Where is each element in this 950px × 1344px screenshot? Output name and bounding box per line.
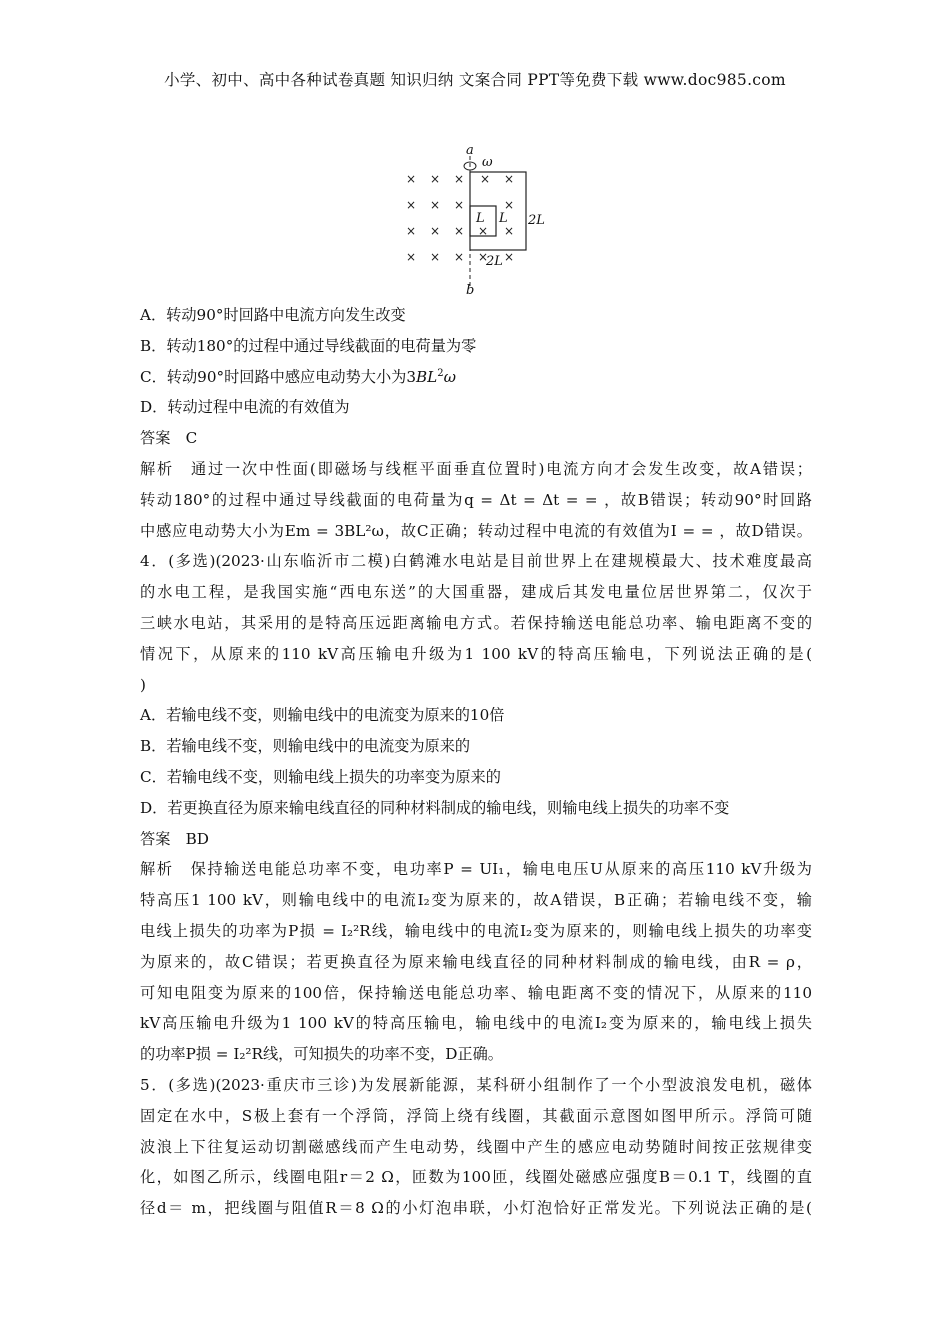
- svg-text:×: ×: [430, 172, 441, 186]
- svg-text:×: ×: [478, 250, 489, 264]
- axis-label-a: a: [466, 144, 474, 158]
- svg-text:×: ×: [454, 250, 465, 264]
- q4-stem-4: 情况下，从原来的110 kV高压输电升级为1 100 kV的特高压输电，下列说法正确的是(: [140, 644, 812, 663]
- page-header: 小学、初中、高中各种试卷真题 知识归纳 文案合同 PPT等免费下载 www.doc985.com: [164, 71, 786, 89]
- svg-text:×: ×: [480, 172, 491, 186]
- svg-text:×: ×: [430, 198, 441, 212]
- omega-label: ω: [482, 155, 493, 170]
- svg-text:×: ×: [454, 172, 465, 186]
- q5-stem-4: 化，如图乙所示，线圈电阻r＝2 Ω，匝数为100匝，线圈处磁感应强度B＝0.1 T，线圈的直: [140, 1168, 812, 1187]
- q3-option-b: B．转动180°的过程中通过导线截面的电荷量为零: [140, 336, 477, 355]
- q3-option-c: C．转动90°时回路中感应电动势大小为$3BL^2\omega$: [140, 367, 457, 386]
- q4-explanation-1: 解析 保持输送电能总功率不变，电功率P = UI₁，输电电压U从原来的高压110 kV升级为: [140, 860, 812, 879]
- q4-stem-3: 三峡水电站，其采用的是特高压远距离输电方式。若保持输送电能总功率、输电距离不变的: [140, 613, 812, 632]
- svg-text:×: ×: [406, 250, 417, 264]
- q4-explanation-5: 可知电阻变为原来的100倍，保持输送电能总功率、输电距离不变的情况下，从原来的110: [140, 983, 812, 1002]
- svg-text:×: ×: [454, 224, 465, 238]
- q3-option-a: A．转动90°时回路中电流方向发生改变: [140, 306, 406, 324]
- field-mark: ×: [406, 172, 417, 186]
- svg-text:×: ×: [504, 224, 515, 238]
- q4-option-d: D．若更换直径为原来输电线直径的同种材料制成的输电线，则输电线上损失的功率不变: [140, 798, 730, 817]
- q4-explanation-2: 特高压1 100 kV，则输电线中的电流I₂变为原来的，故A错误，B正确；若输电线不变，输: [140, 891, 812, 910]
- q3-explanation-3: 中感应电动势大小为Em = 3BL²ω，故C正确；转动过程中电流的有效值为I = = ，故D错误。: [140, 521, 812, 540]
- q4-answer: 答案 BD: [140, 829, 209, 848]
- figure-svg: [398, 144, 558, 296]
- svg-text:×: ×: [430, 250, 441, 264]
- q5-stem-1: 5．(多选)(2023·重庆市三诊)为发展新能源，某科研小组制作了一个小型波浪发电机，磁体: [140, 1075, 812, 1094]
- q4-stem-1: 4．(多选)(2023·山东临沂市二模)白鹤滩水电站是目前世界上在建规模最大、技术难度最高: [140, 552, 812, 571]
- q5-stem-3: 波浪上下往复运动切割磁感线而产生电动势，线圈中产生的感应电动势随时间按正弦规律变: [140, 1137, 812, 1156]
- q4-option-c: C．若输电线不变，则输电线上损失的功率变为原来的: [140, 767, 501, 786]
- outer-L-label: L: [499, 211, 508, 226]
- q3-option-d: D．转动过程中电流的有效值为: [140, 398, 350, 417]
- q3-answer: 答案 C: [140, 429, 198, 448]
- q4-explanation-4: 为原来的，故C错误；若更换直径为原来输电线直径的同种材料制成的输电线，由R = ρ，: [140, 952, 812, 971]
- q4-option-b: B．若输电线不变，则输电线中的电流变为原来的: [140, 737, 471, 756]
- svg-text:×: ×: [504, 198, 515, 212]
- q4-explanation-7: 的功率P损 = I₂²R线，可知损失的功率不变，D正确。: [140, 1045, 503, 1064]
- svg-text:×: ×: [406, 224, 417, 238]
- q5-stem-5: 径d＝ m，把线圈与阻值R＝8 Ω的小灯泡串联，小灯泡恰好正常发光。下列说法正确的是(: [140, 1199, 812, 1218]
- svg-text:×: ×: [504, 172, 515, 186]
- q4-stem-5: ): [140, 675, 146, 694]
- q5-stem-2: 固定在水中，S极上套有一个浮筒，浮筒上绕有线圈，其截面示意图如图甲所示。浮筒可随: [140, 1106, 812, 1125]
- q4-explanation-3: 电线上损失的功率为P损 = I₂²R线，输电线中的电流I₂变为原来的，则输电线上损失的功率变: [140, 921, 812, 940]
- q3-explanation-2: 转动180°的过程中通过导线截面的电荷量为q = Δt = Δt = = ，故B错误；转动90°时回路: [140, 490, 812, 509]
- q4-explanation-6: kV高压输电升级为1 100 kV的特高压输电，输电线中的电流I₂变为原来的，输电线上损失: [140, 1014, 812, 1033]
- svg-text:×: ×: [430, 224, 441, 238]
- coil-magnetic-field-figure: [398, 144, 558, 296]
- svg-text:×: ×: [504, 250, 515, 264]
- inner-L-label: L: [476, 211, 485, 226]
- bottom-2L-label: 2L: [486, 254, 503, 269]
- side-2L-label: 2L: [528, 213, 545, 228]
- q4-option-a: A．若输电线不变，则输电线中的电流变为原来的10倍: [140, 706, 505, 725]
- q4-stem-2: 的水电工程，是我国实施“西电东送”的大国重器，建成后其发电量位居世界第二，仅次于: [140, 583, 812, 602]
- q3-explanation-1: 解析 通过一次中性面(即磁场与线框平面垂直位置时)电流方向才会发生改变，故A错误；: [140, 459, 812, 478]
- svg-text:×: ×: [406, 198, 417, 212]
- question-content: [140, 300, 812, 1224]
- axis-label-b: b: [466, 283, 475, 296]
- svg-text:×: ×: [454, 198, 465, 212]
- svg-text:×: ×: [478, 224, 489, 238]
